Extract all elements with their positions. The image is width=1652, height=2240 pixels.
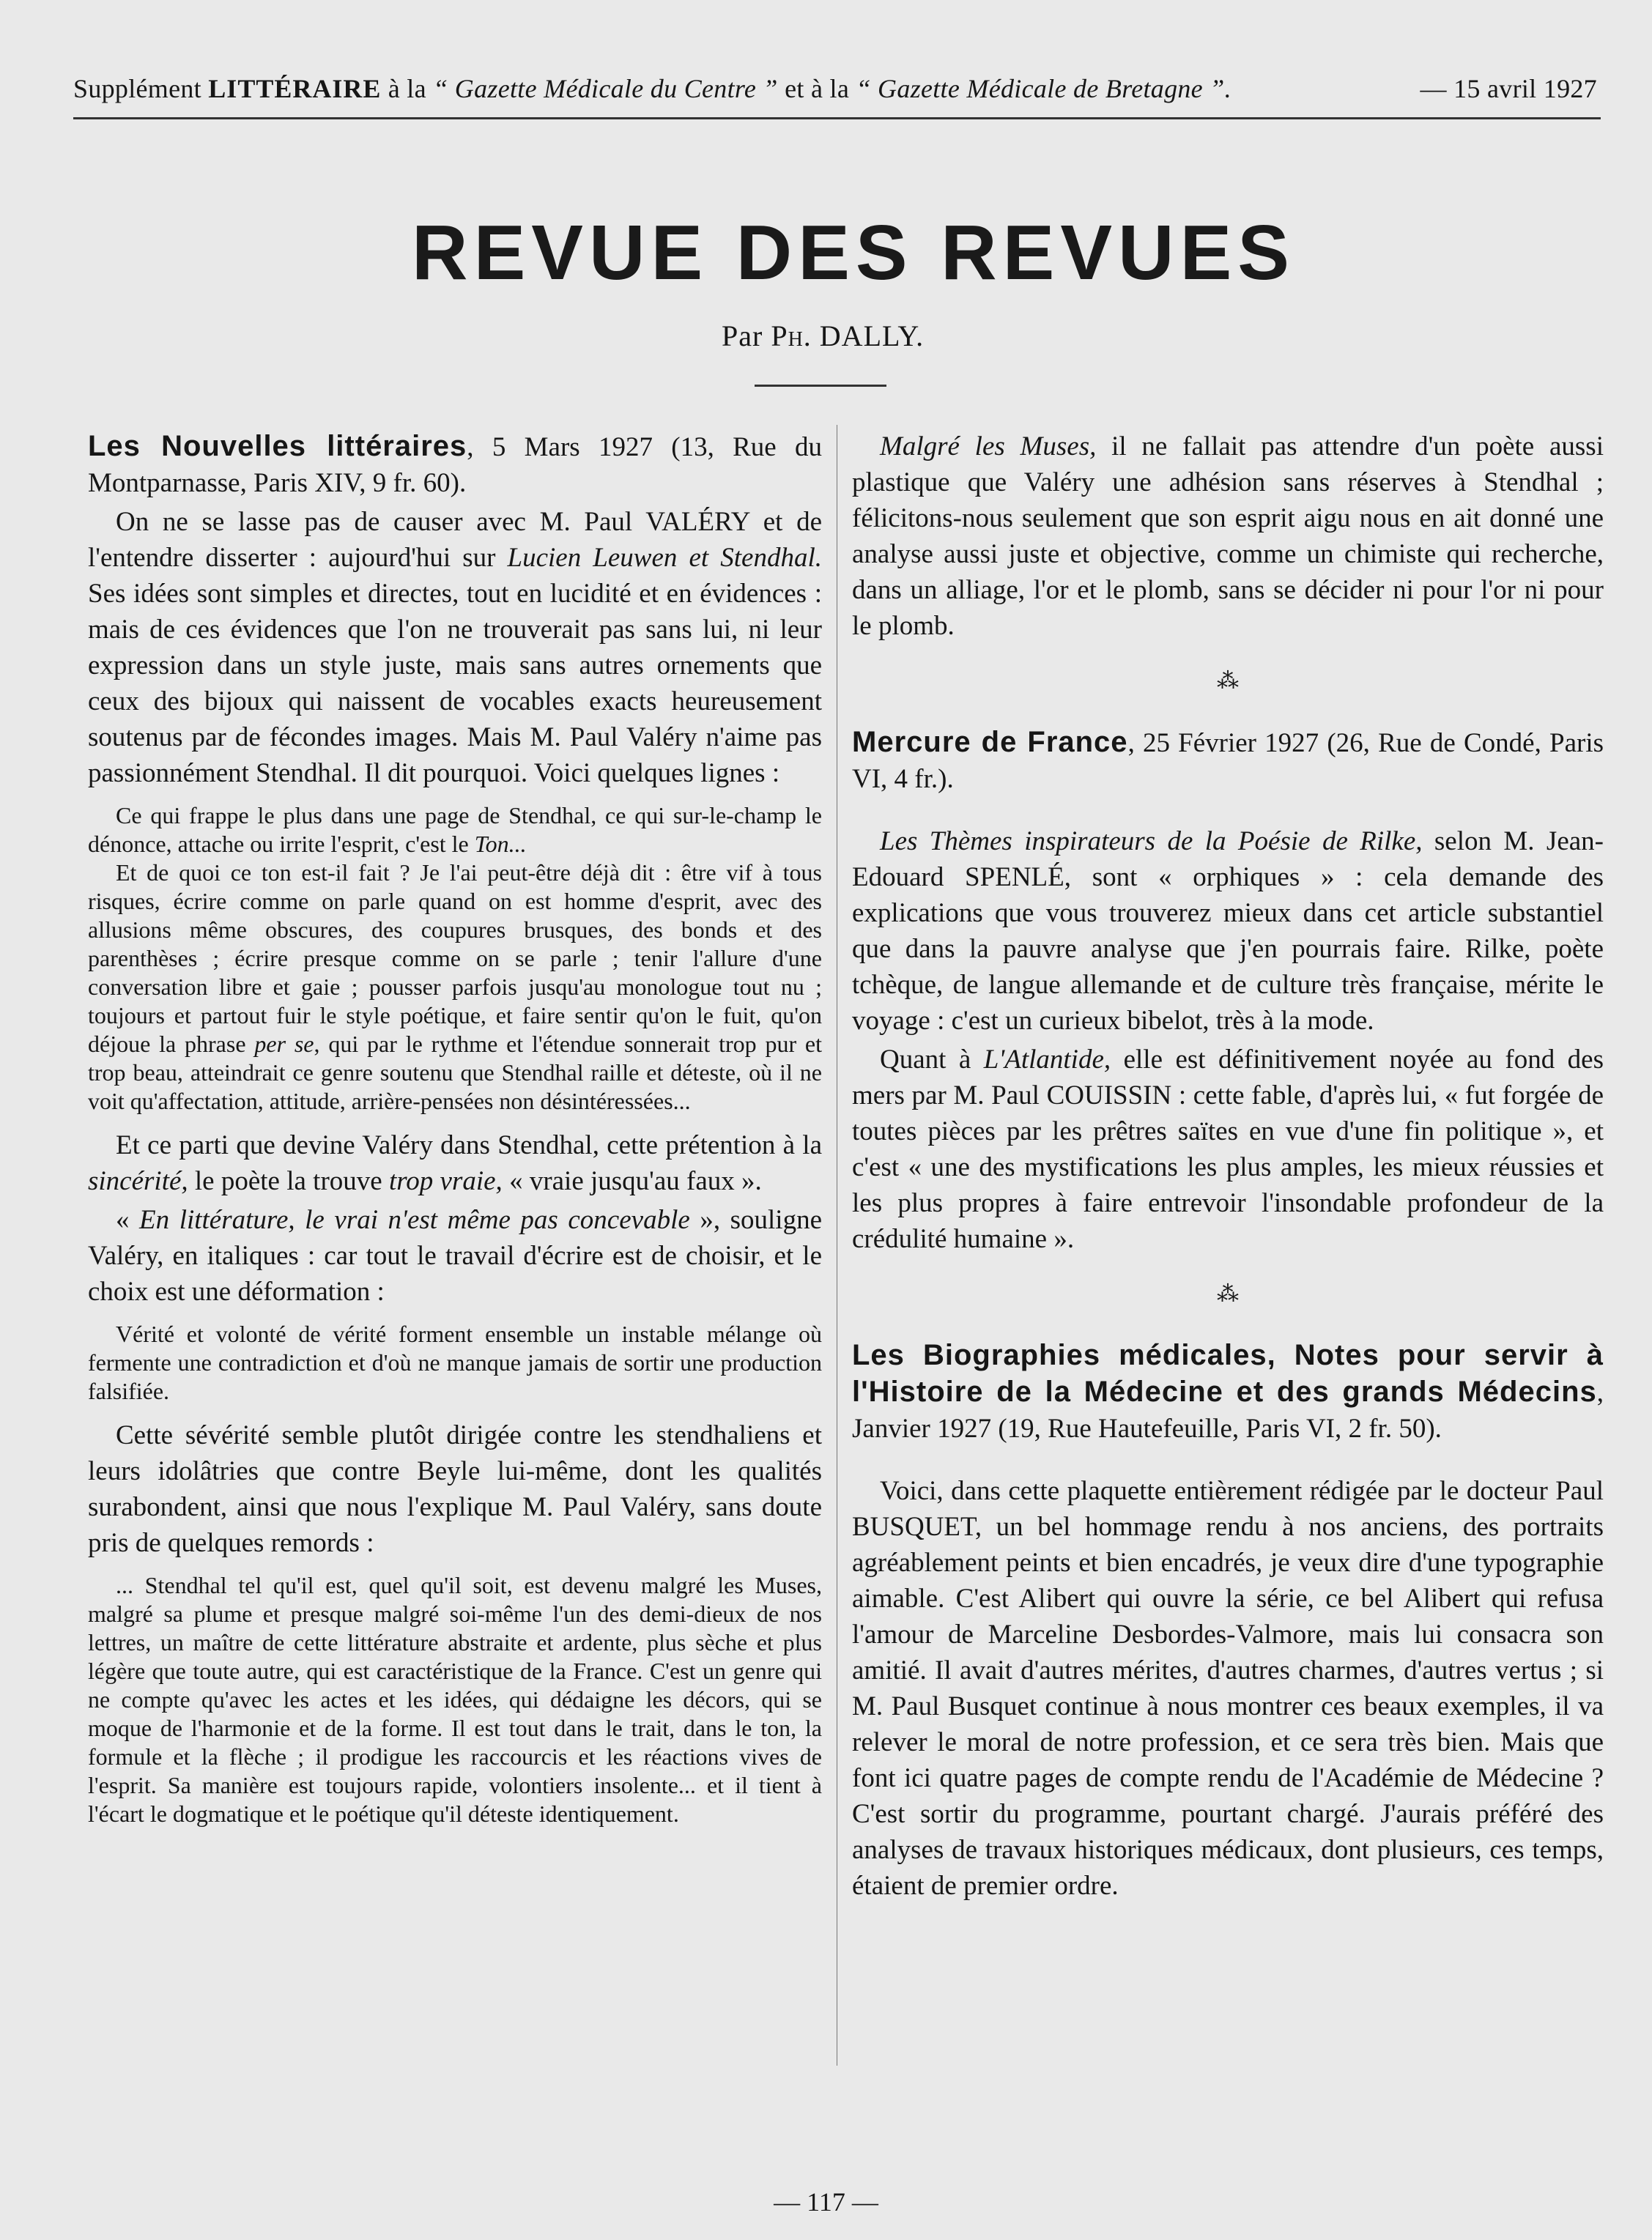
header-gazette-bretagne: “ Gazette Médicale de Bretagne ”.: [856, 74, 1231, 103]
journal-meta: , 5 Mars 1927 (13, Rue du Montparnasse, Paris XIV, 9 fr. 60).: [88, 432, 822, 498]
text-run: Quant à: [880, 1045, 984, 1075]
quote-paragraph: [88, 801, 822, 858]
text-run: «: [116, 1205, 140, 1235]
header-gazette-centre: “ Gazette Médicale du Centre ”: [433, 74, 778, 103]
paragraph: [88, 1127, 822, 1199]
header-a-la: à la: [388, 74, 426, 103]
paragraph: Cette sévérité semble plutôt dirigée contre les stendhaliens et leurs idolâtries que contre Beyle lui-même, dont les qualités surabondent, ainsi que nous l'explique M. Paul Valéry, sans doute pris de quelques remords :: [88, 1420, 822, 1558]
text-run: Ses idées sont simples et directes, tout en lucidité et en évidences : mais de ces évidences que l'on ne trouverait pas sans lui, ni leur expression dans un style juste, mais sans autres ornements que ceux des bijoux qui naissent de vocables exacts heureusement soutenus par de fécondes images. Mais M. Paul Valéry n'aime pas passionnément Stendhal. Il dit pourquoi. Voici quelques lignes :: [88, 579, 822, 788]
byline: [722, 319, 924, 353]
section-separator: ⁂: [1217, 669, 1239, 693]
text-run: Ce qui frappe le plus dans une page de Stendhal, ce qui sur-le-champ le dénonce, attache ou irrite l'esprit, c'est le: [88, 802, 822, 857]
journal-title: Les Nouvelles littéraires: [88, 430, 467, 462]
running-header: [73, 73, 1604, 104]
quotation: [88, 801, 822, 1116]
text-run: « vraie jusqu'au faux ».: [502, 1166, 762, 1196]
paragraph: [852, 823, 1604, 1039]
header-litteraire: LITTÉRAIRE: [208, 74, 382, 103]
text-italic: L'Atlantide,: [983, 1045, 1111, 1075]
text-run: Et de quoi ce ton est-il fait ? Je l'ai peut-être déjà dit : être vif à tous risques, écrire comme on parle quand on est homme d'esprit, avec des allusions même obscures, des coupures brusques, des bonds et des parenthèses ; écrire presque comme on se parle ; tenir l'allure d'une conversation libre et gaie ; pousser parfois jusqu'au monologue tout nu ; toujours et partout fuir le style poétique, et faire sentir qu'on le fuit, qu'on déjoue la phrase: [88, 859, 822, 1057]
text-italic: Lucien Leuwen et Stendhal.: [507, 543, 822, 573]
text-italic: Malgré les Muses,: [880, 431, 1097, 461]
text-italic: trop vraie,: [388, 1166, 503, 1196]
header-et-a-la: et à la: [785, 74, 850, 103]
text-italic: per se: [254, 1031, 314, 1057]
text-italic: Les Thèmes inspirateurs de la Poésie de Rilke,: [880, 826, 1423, 856]
section-heading-nouvelles: [88, 429, 822, 501]
text-run: On ne se lasse pas de causer avec M. Paul VALÉRY et de l'entendre disserter : aujourd'hui sur: [88, 507, 822, 573]
title-rule: [755, 385, 886, 387]
header-rule: [73, 117, 1601, 119]
quote-paragraph: [88, 858, 822, 1116]
journal-title: Les Biographies médicales, Notes pour servir à l'Histoire de la Médecine et des grands Médecins: [852, 1339, 1604, 1408]
text-run: Et ce parti que devine Valéry dans Stendhal, cette prétention à la: [116, 1130, 822, 1160]
journal-title: Mercure de France: [852, 726, 1128, 758]
paragraph: Voici, dans cette plaquette entièrement rédigée par le docteur Paul BUSQUET, un bel hommage rendu à nos anciens, des portraits agréablement peints et bien encadrés, je veux dire d'une typographie aimable. C'est Alibert qui ouvre la série, ce bel Alibert qui refusa l'amour de Marceline Desbordes-Valmore, mais lui consacra son amitié. Il avait d'autres mérites, d'autres charmes, d'autres vertus ; si M. Paul Busquet continue à nous montrer ces beaux exemples, il va relever le moral de notre profession, et ce sera très bien. Mais que font ici quatre pages de compte rendu de l'Académie de Médecine ? C'est sortir du programme, pourtant chargé. J'aurais préféré des analyses de travaux historiques médicaux, dont plusieurs, ces temps, étaient de premier ordre.: [852, 1476, 1604, 1901]
header-supplement: Supplément: [73, 74, 201, 103]
section-heading-mercure: [852, 724, 1604, 797]
text-run: , qui par le rythme et l'étendue sonnerait trop pur et trop beau, atteindrait ce genre soutenu que Stendhal raille et déteste, où il ne voit qu'affectation, attitude, arrière-pensées non désintéressées...: [88, 1031, 823, 1114]
text-run: il ne fallait pas attendre d'un poète aussi plastique que Valéry une adhésion sans réserves à Stendhal ; félicitons-nous seulement que son esprit aigu nous en ait donné une analyse aussi juste et objective, comme un chimiste qui recherche, dans un alliage, l'or et le plomb, sans se décider ni pour l'or ni pour le plomb.: [852, 431, 1604, 641]
text-run: », souligne Valéry, en italiques : car tout le travail d'écrire est de choisir, et le choix est une déformation :: [88, 1205, 822, 1307]
journal-meta: , Janvier 1927 (19, Rue Hautefeuille, Paris VI, 2 fr. 50).: [852, 1378, 1604, 1444]
page-title: REVUE DES REVUES: [412, 209, 1295, 296]
text-run: elle est définitivement noyée au fond des mers par M. Paul COUISSIN : cette fable, d'après lui, « fut forgée de toutes pièces par les prêtres saïtes en vue d'une fin politique », et c'est « une des mystifications les plus amples, les mieux réussies et les plus propres à faire entrevoir l'insondable profondeur de la crédulité humaine ».: [852, 1045, 1604, 1254]
paragraph: [88, 1202, 822, 1310]
quote-paragraph: ... Stendhal tel qu'il est, quel qu'il soit, est devenu malgré les Muses, malgré sa plume et presque malgré soi-même l'un des demi-dieux de nos lettres, un maître de cette littérature abstraite et ardente, plus sèche et plus légère que toute autre, qui est caractéristique de la France. C'est un genre qui ne compte qu'avec les actes et les idées, qui dédaigne les décors, qui se moque de l'harmonie et de la forme. Il est tout dans le trait, dans le ton, la formule et la flèche ; il prodigue les raccourcis et les réactions vives de l'esprit. Sa manière est toujours rapide, volontiers insolente... et il tient à l'écart le dogmatique et le poétique qu'il déteste identiquement.: [88, 1572, 822, 1827]
quotation: [88, 1320, 822, 1406]
quotation: [88, 1571, 822, 1828]
text-run: selon M. Jean-Edouard SPENLÉ, sont « orphiques » : cela demande des explications que vous trouverez mieux dans cet article substantiel que dans la pauvre analyse que j'en pourrais faire. Rilke, poète tchèque, de langue allemande et de culture très française, mérite le voyage : c'est un curieux bibelot, très à la mode.: [852, 826, 1604, 1036]
text-italic: Ton...: [474, 831, 527, 857]
page-number: — 117 —: [774, 2187, 878, 2217]
journal-meta: , 25 Février 1927 (26, Rue de Condé, Paris VI, 4 fr.).: [852, 728, 1604, 794]
text-italic: En littérature, le vrai n'est même pas concevable: [139, 1205, 690, 1235]
byline-par: Par: [722, 319, 763, 352]
text-run: le poète la trouve: [188, 1166, 389, 1196]
header-date: — 15 avril 1927: [1420, 74, 1597, 103]
paragraph: [852, 429, 1604, 644]
text-italic: sincérité,: [88, 1166, 188, 1196]
section-separator: ⁂: [1217, 1282, 1239, 1306]
paragraph: [88, 504, 822, 791]
quote-paragraph: Vérité et volonté de vérité forment ensemble un instable mélange où fermente une contradiction et d'où ne manque jamais de sortir une production falsifiée.: [88, 1321, 822, 1404]
section-heading-biographies: [852, 1338, 1604, 1447]
left-column: [88, 429, 822, 1840]
byline-author: DALLY.: [819, 319, 925, 352]
paragraph: [852, 1042, 1604, 1257]
byline-initial: Ph.: [771, 319, 812, 352]
right-column: [852, 429, 1604, 1907]
